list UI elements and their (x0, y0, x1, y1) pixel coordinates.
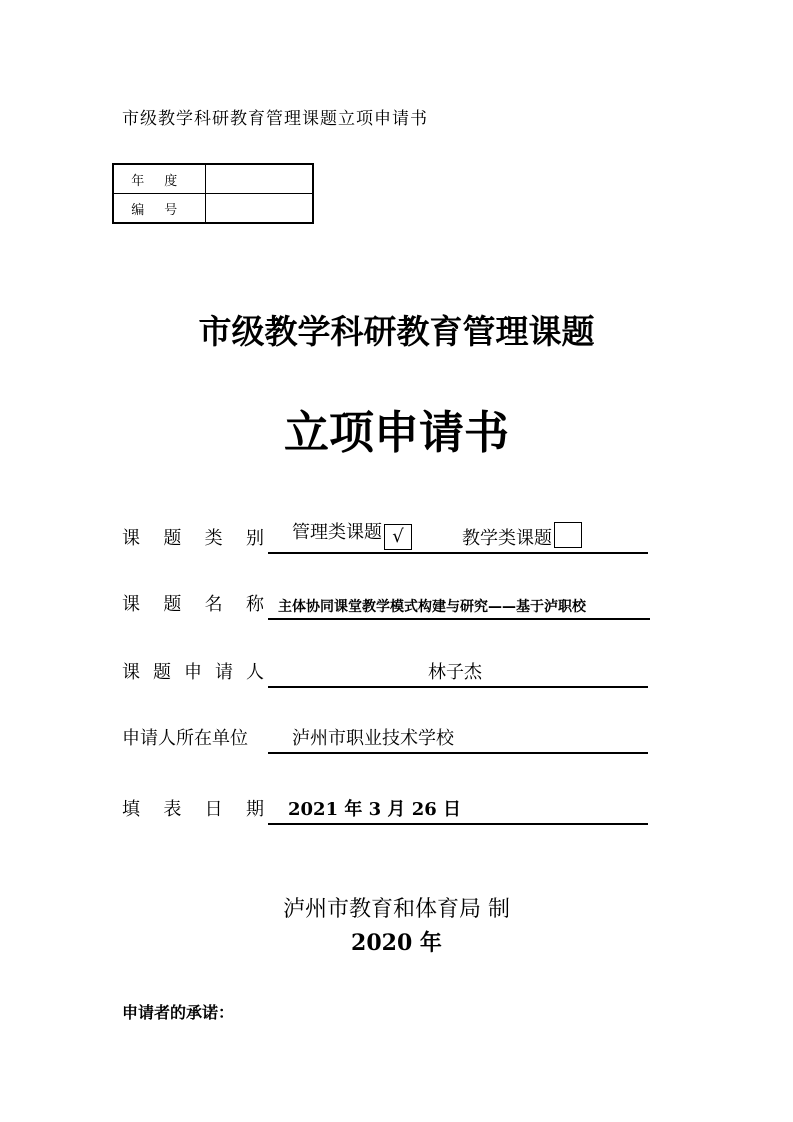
underline (268, 686, 648, 688)
underline (268, 552, 648, 554)
year-label: 年度 (113, 164, 205, 194)
date-row (122, 793, 648, 825)
date-label: 填 表 日 期 (122, 799, 264, 820)
issuer-line: 泸州市教育和体育局 制 (283, 897, 510, 922)
main-title: 市级教学科研教育管理课题 (198, 312, 595, 351)
category-row (122, 522, 648, 554)
teaching-checkbox[interactable] (554, 522, 582, 548)
applicant-value[interactable]: 林子杰 (428, 662, 482, 683)
sub-title: 立项申请书 (283, 406, 509, 459)
table-row (113, 194, 313, 224)
name-label: 课 题 名 称 (122, 594, 264, 615)
number-value (205, 194, 313, 224)
unit-row (122, 722, 648, 754)
number-label: 编号 (113, 194, 205, 224)
underline (268, 823, 648, 825)
document-header: 市级教学科研教育管理课题立项申请书 (122, 109, 428, 129)
underline (268, 752, 648, 754)
category-label: 课 题 类 别 (122, 528, 264, 549)
table-row (113, 164, 313, 194)
project-name-value[interactable]: 主体协同课堂教学模式构建与研究——基于泸职校 (278, 599, 586, 615)
management-checkbox[interactable]: √ (384, 524, 412, 550)
management-option-label: 管理类课题 (292, 522, 382, 543)
underline (268, 618, 650, 620)
year-line: 2020 年 (351, 930, 442, 956)
promise-heading: 申请者的承诺： (122, 1003, 235, 1022)
year-value (205, 164, 313, 194)
management-option (292, 518, 412, 550)
date-value[interactable]: 2021 年 3 月 26 日 (288, 799, 462, 820)
year-number-table (112, 163, 314, 224)
teaching-option-label: 教学类课题 (462, 528, 552, 549)
unit-value[interactable]: 泸州市职业技术学校 (292, 728, 454, 749)
name-row (122, 588, 650, 620)
applicant-row (122, 656, 648, 688)
unit-label: 申请人所在单位 (122, 728, 248, 749)
teaching-option (462, 522, 582, 550)
applicant-label: 课 题 申 请 人 (122, 662, 264, 683)
